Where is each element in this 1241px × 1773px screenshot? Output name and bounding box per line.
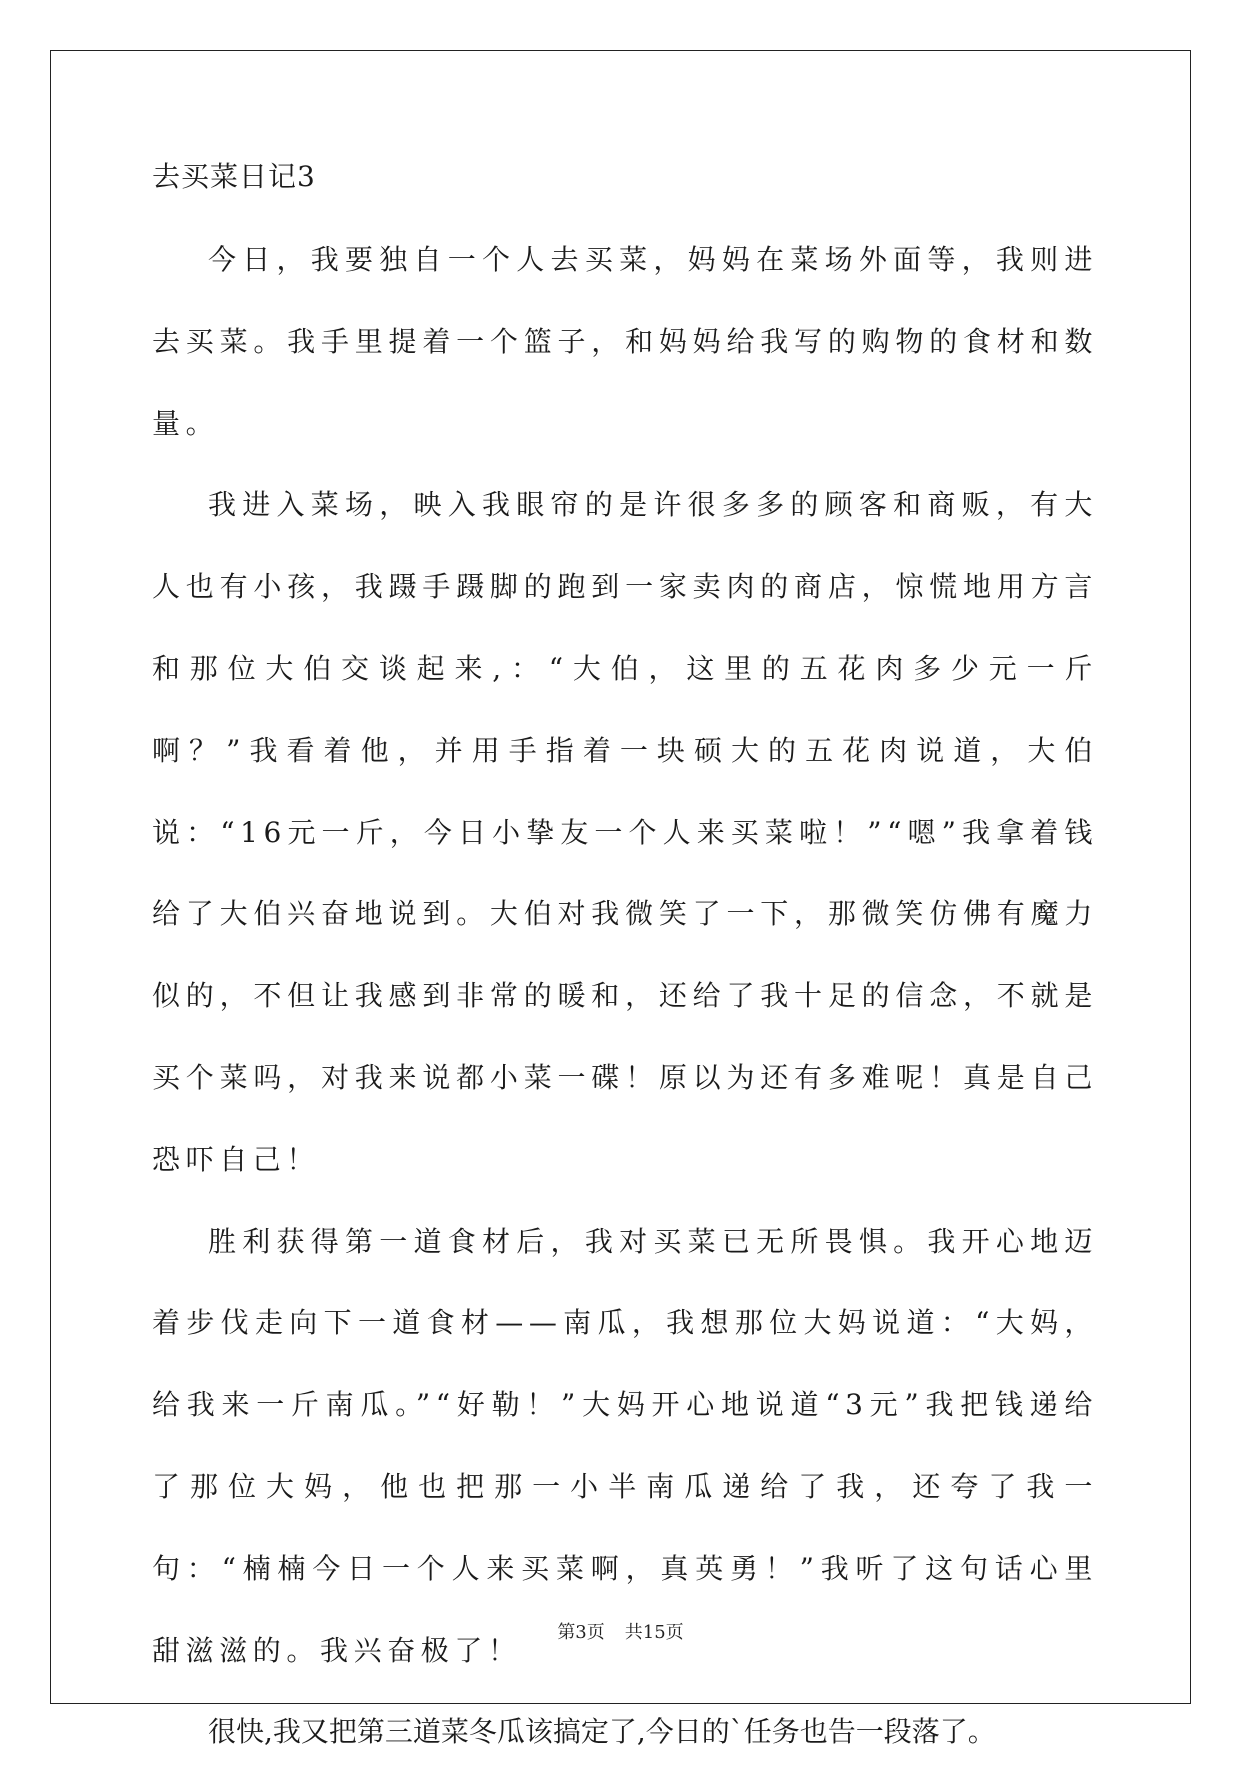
page-footer — [0, 1622, 1241, 1644]
document-title: 去买菜日记3 — [152, 160, 316, 193]
paragraph-3: 胜利获得第一道食材后，我对买菜已无所畏惧。我开心地迈着步伐走向下一道食材——南瓜，我想那位大妈说道：“大妈，给我来一斤南瓜。”“好勒！”大妈开心地说道“3元”我把钱递给了那位大妈，他也把那一小半南瓜递给了我，还夸了我一句：“楠楠今日一个人来买菜啊，真英勇！”我听了这句话心里甜滋滋的。我兴奋极了！ — [152, 1224, 1098, 1667]
page-total: 共15页 — [624, 1622, 684, 1643]
paragraph-1: 今日，我要独自一个人去买菜，妈妈在菜场外面等，我则进去买菜。我手里提着一个篮子，和妈妈给我写的购物的食材和数量。 — [152, 243, 1098, 440]
page-number: 第3页 — [557, 1622, 605, 1643]
document-body — [152, 160, 1098, 1773]
paragraph-4: 很快,我又把第三道菜冬瓜该搞定了,今日的`任务也告一段落了。 — [208, 1715, 996, 1749]
paragraph-2: 我进入菜场，映入我眼帘的是许很多多的顾客和商贩，有大人也有小孩，我蹑手蹑脚的跑到一家卖肉的商店，惊慌地用方言和那位大伯交谈起来,：“大伯，这里的五花肉多少元一斤啊？”我看着他，并用手指着一块硕大的五花肉说道，大伯说：“16元一斤，今日小挚友一个人来买菜啦！”“嗯”我拿着钱给了大伯兴奋地说到。大伯对我微笑了一下，那微笑仿佛有魔力似的，不但让我感到非常的暖和，还给了我十足的信念，不就是买个菜吗，对我来说都小菜一碟！原以为还有多难呢！真是自己恐吓自己！ — [152, 488, 1098, 1176]
